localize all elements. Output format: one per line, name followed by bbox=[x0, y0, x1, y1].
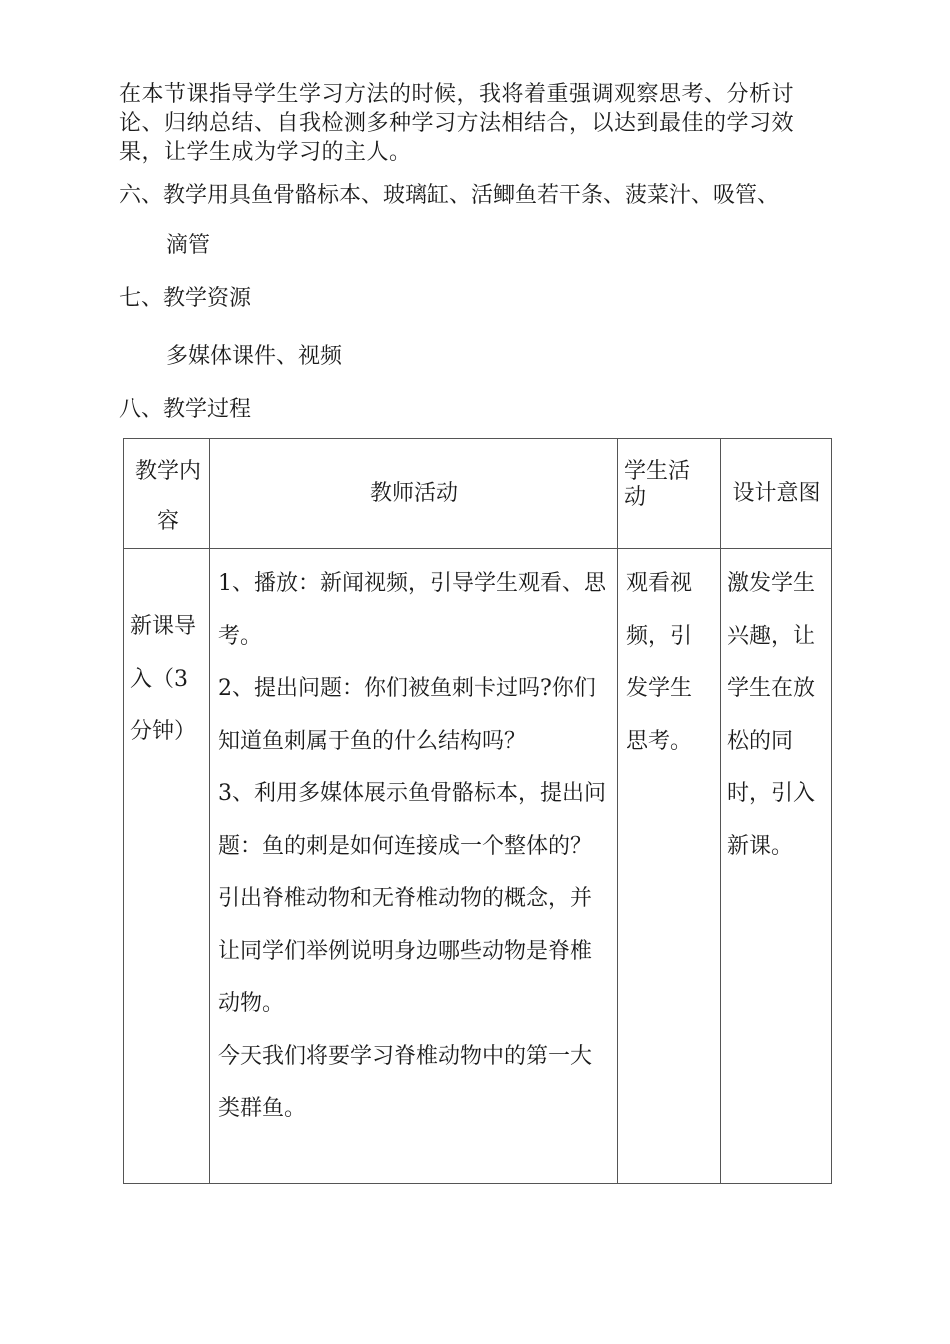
header-teacher-activity: 教师活动 bbox=[369, 481, 458, 506]
design-intent: 激发学生兴趣，让学生在放松的同时，引入新课。 bbox=[727, 571, 816, 859]
teaching-resources-heading: 七、教学资源 bbox=[119, 286, 252, 311]
teacher-cell bbox=[210, 549, 618, 1184]
header-design-intent: 设计意图 bbox=[732, 481, 821, 506]
student-activity: 观看视频，引发学生思考。 bbox=[626, 571, 693, 754]
header-student-activity: 学生活动 bbox=[624, 459, 691, 510]
teaching-tools-line: 六、教学用具鱼骨骼标本、玻璃缸、活鲫鱼若干条、菠菜汁、吸管、 bbox=[119, 183, 780, 208]
teacher-activity-item: 1、播放：新闻视频，引导学生观看、思考。 bbox=[218, 571, 606, 649]
table-header-row bbox=[124, 439, 832, 549]
teaching-process-heading: 八、教学过程 bbox=[119, 397, 252, 422]
teaching-resources-content: 多媒体课件、视频 bbox=[166, 344, 343, 369]
header-content-cell bbox=[124, 439, 210, 549]
header-teacher-cell bbox=[210, 439, 618, 549]
teacher-activity-item: 2、提出问题：你们被鱼刺卡过吗?你们知道鱼刺属于鱼的什么结构吗？ bbox=[218, 676, 596, 754]
intent-cell bbox=[721, 549, 832, 1184]
teacher-activity-item: 3、利用多媒体展示鱼骨骼标本，提出问题：鱼的刺是如何连接成一个整体的？引出脊椎动物和无脊椎动物的概念，并让同学们举例说明身边哪些动物是脊椎动物。 bbox=[218, 781, 606, 1016]
table-row bbox=[124, 549, 832, 1184]
teacher-activity bbox=[218, 558, 610, 1136]
student-cell bbox=[618, 549, 721, 1184]
header-student-cell bbox=[618, 439, 721, 549]
content-cell bbox=[124, 549, 210, 1184]
header-content: 教学内容 bbox=[134, 459, 201, 534]
header-intent-cell bbox=[721, 439, 832, 549]
intro-paragraph: 在本节课指导学生学习方法的时候，我将着重强调观察思考、分析讨论、归纳总结、自我检测多种学习方法相结合，以达到最佳的学习效果，让学生成为学习的主人。 bbox=[119, 82, 795, 165]
teaching-process-table bbox=[123, 438, 832, 1184]
lesson-segment: 新课导入（3分钟） bbox=[130, 614, 197, 744]
teaching-tools-continuation: 滴管 bbox=[166, 233, 211, 258]
teacher-activity-item: 今天我们将要学习脊椎动物中的第一大类群鱼。 bbox=[218, 1043, 593, 1121]
